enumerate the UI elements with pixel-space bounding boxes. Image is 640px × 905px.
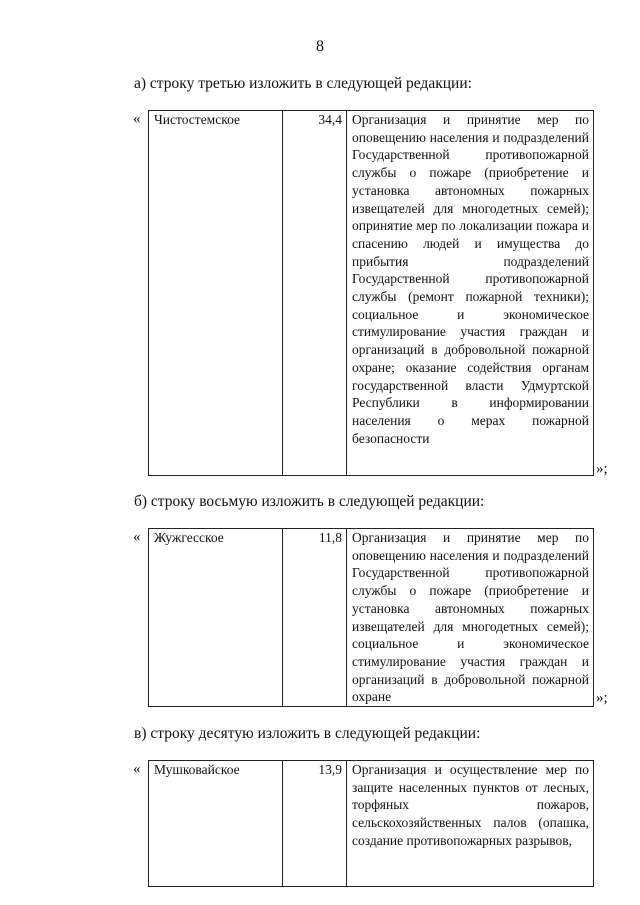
measures-description: Организация и осуществление мер по защите населенных пунктов от лесных, торфяных пожаров, сельскохозяйственных палов (опашка, создание противопожарных разрывов, <box>347 761 594 887</box>
measures-description: Организация и принятие мер по оповещению населения и подразделений Государственной противопожарной службы о пожаре (приобретение и установка автономных пожарных извещателей для многодетных семей); опринятие мер по локализации пожара и спасению людей и имущества до прибытия подразделений Государственной противопожарной службы (ремонт пожарной техники); социальное и экономическое стимулирование участия граждан и организаций в добровольной пожарной охране; оказание содействия органам государственной власти Удмуртской Республики в информировании населения о мерах пожарной безопасности <box>347 111 594 476</box>
section-c-open-quote: « <box>133 761 141 777</box>
section-a-table <box>148 110 594 476</box>
table-row <box>149 111 594 476</box>
settlement-name: Жужгесское <box>149 529 283 707</box>
page-number: 8 <box>316 38 324 55</box>
table-row <box>149 761 594 887</box>
section-b-open-quote: « <box>133 529 141 545</box>
section-a-heading: а) строку третью изложить в следующей редакции: <box>134 75 472 92</box>
section-c-table <box>148 760 594 887</box>
settlement-name: Чистостемское <box>149 111 283 476</box>
amount: 11,8 <box>283 529 347 707</box>
section-b-close-quote: »; <box>596 690 608 706</box>
amount: 13,9 <box>283 761 347 887</box>
section-b-heading: б) строку восьмую изложить в следующей редакции: <box>134 493 485 510</box>
settlement-name: Мушковайское <box>149 761 283 887</box>
section-a-open-quote: « <box>133 111 141 127</box>
section-b-table <box>148 528 594 707</box>
measures-description: Организация и принятие мер по оповещению населения и подразделений Государственной противопожарной службы о пожаре (приобретение и установка автономных пожарных извещателей для многодетных семей); социальное и экономическое стимулирование участия граждан и организаций в добровольной пожарной охране <box>347 529 594 707</box>
amount: 34,4 <box>283 111 347 476</box>
table-row <box>149 529 594 707</box>
section-c-heading: в) строку десятую изложить в следующей редакции: <box>134 725 481 742</box>
section-a-close-quote: »; <box>596 461 608 477</box>
